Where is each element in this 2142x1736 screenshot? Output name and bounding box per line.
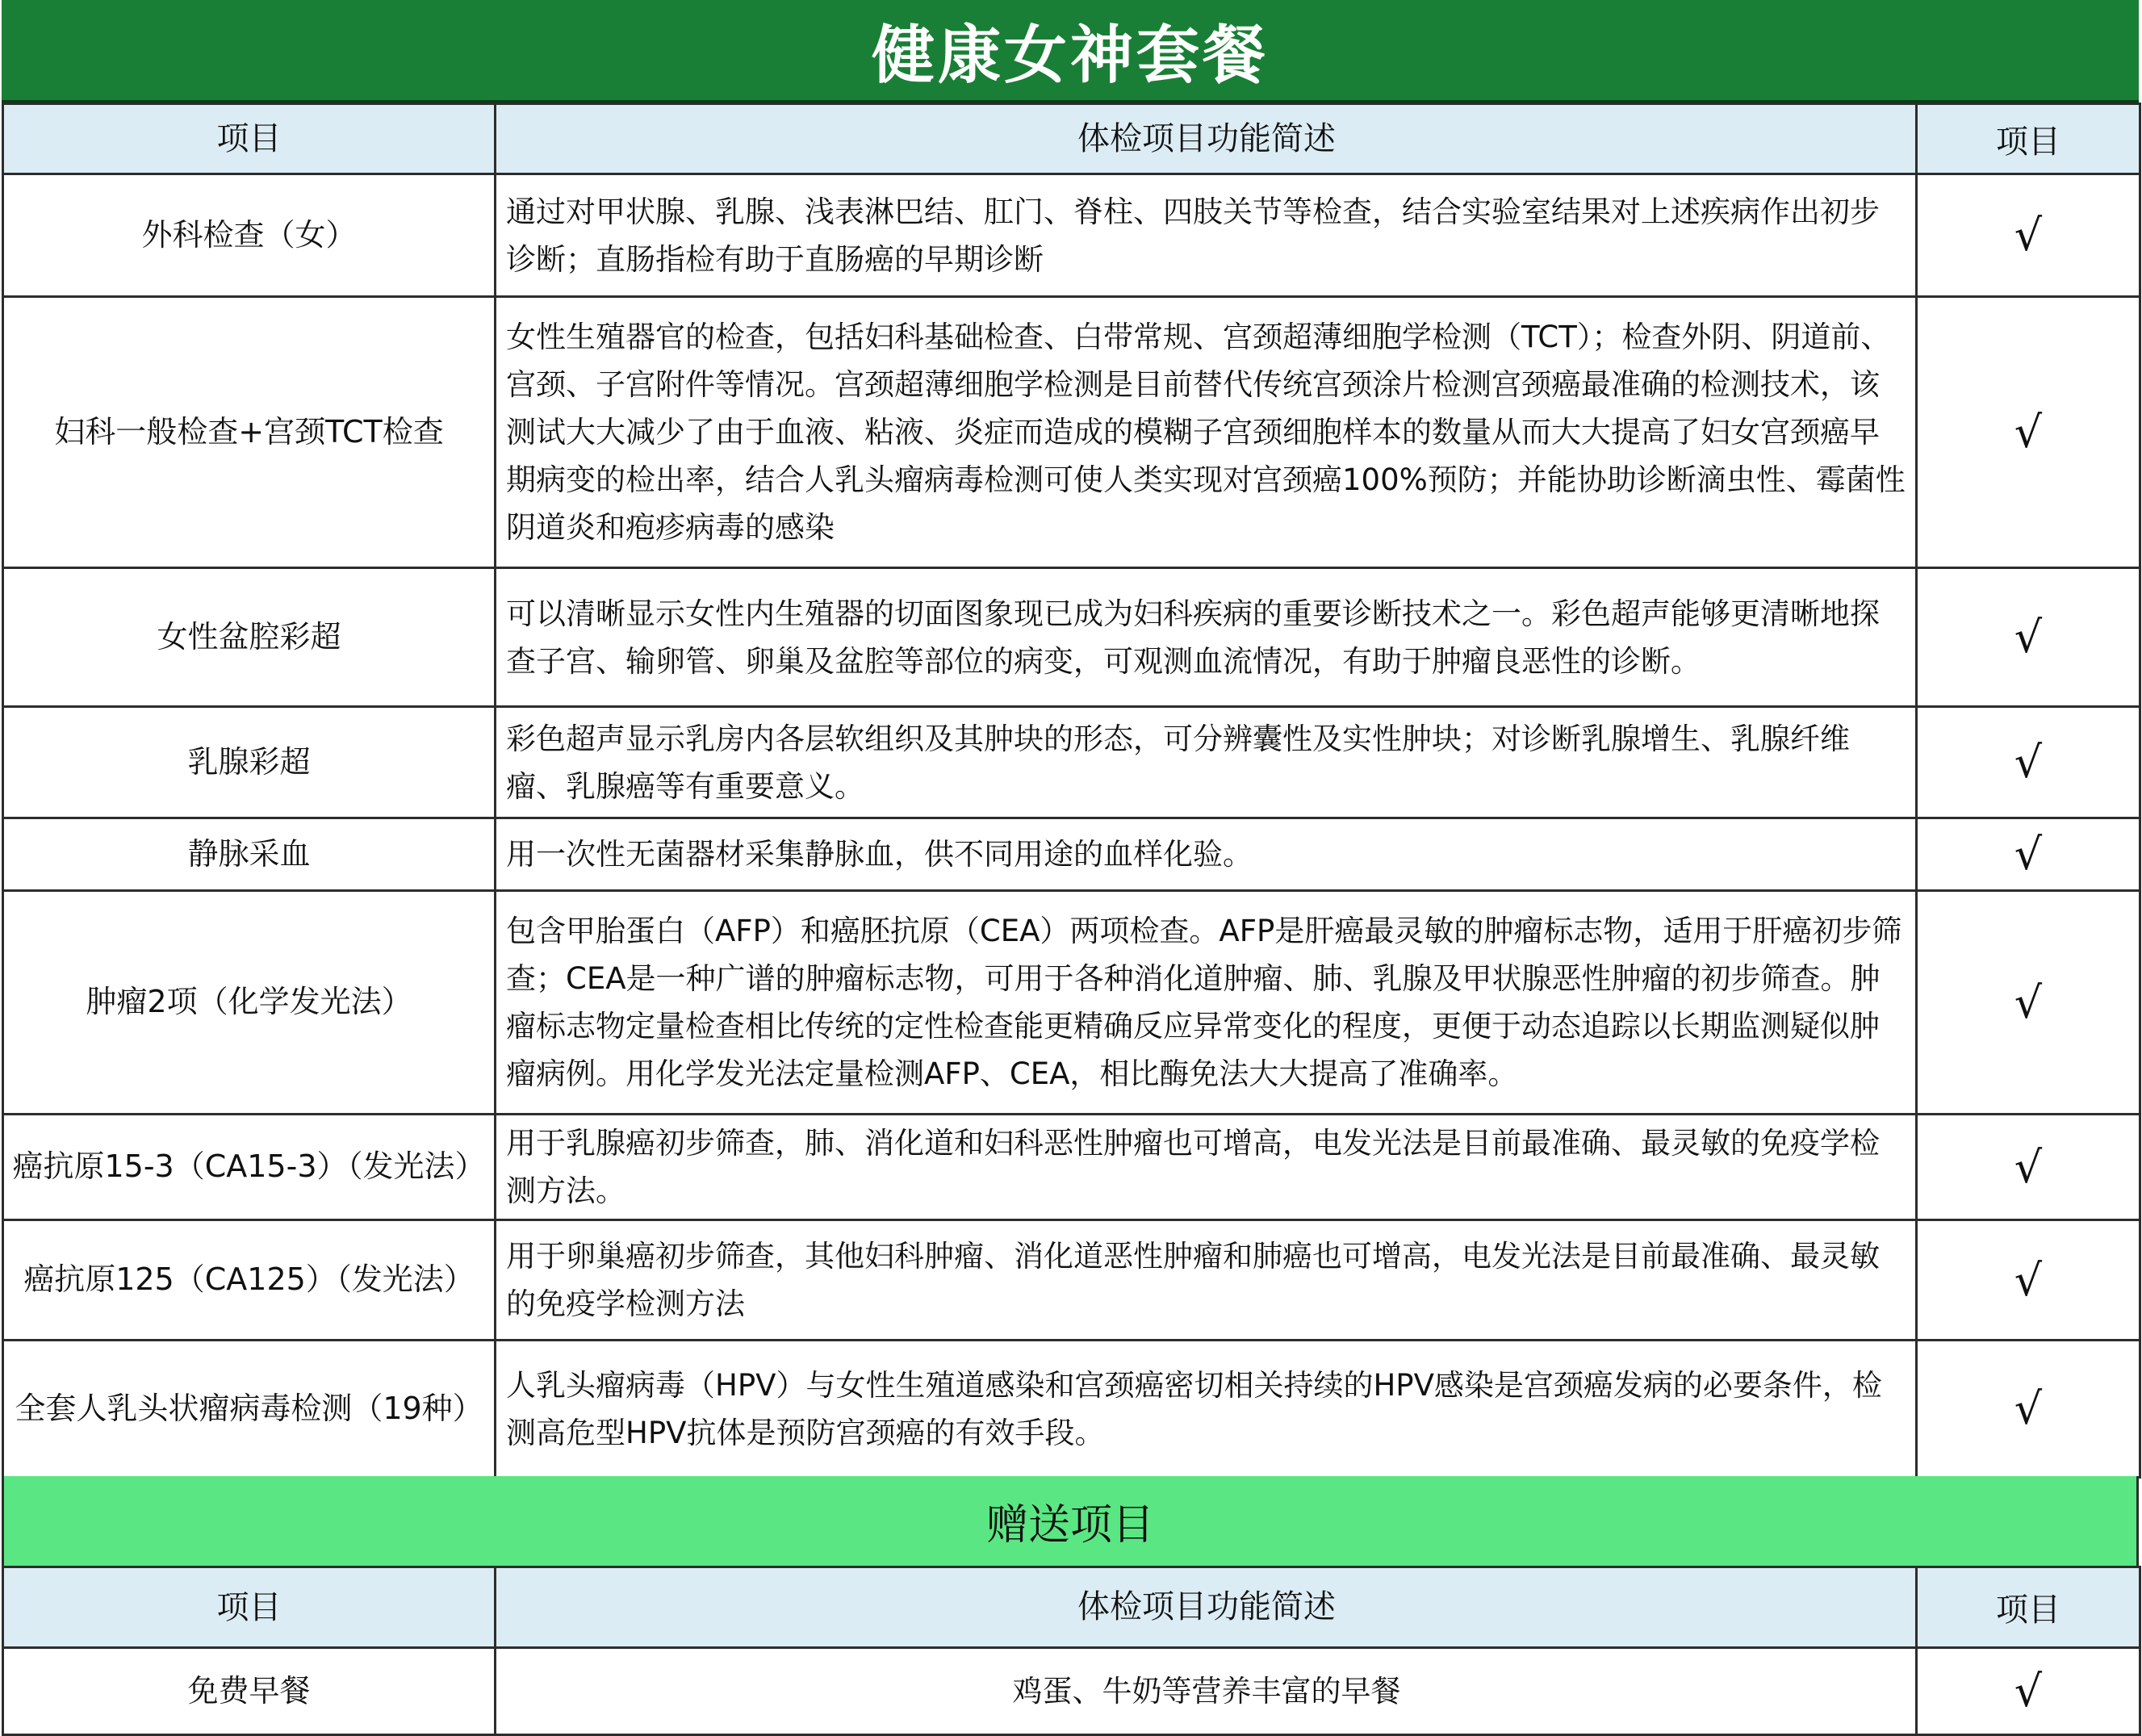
row-description: 用一次性无菌器材采集静脉血，供不同用途的血样化验。 xyxy=(496,818,1917,891)
gift-section-title: 赠送项目 xyxy=(2,1476,2139,1566)
row-name: 妇科一般检查+宫颈TCT检查 xyxy=(3,297,496,568)
main-table xyxy=(2,102,2141,1479)
gift-header-item: 项目 xyxy=(3,1567,496,1648)
gift-row xyxy=(3,1648,2140,1735)
table-header-row xyxy=(3,104,2140,174)
table-row xyxy=(3,818,2140,891)
row-description: 通过对甲状腺、乳腺、浅表淋巴结、肛门、脊柱、四肢关节等检查，结合实验室结果对上述疾病作出初步诊断；直肠指检有助于直肠癌的早期诊断 xyxy=(496,174,1917,297)
row-description: 包含甲胎蛋白（AFP）和癌胚抗原（CEA）两项检查。AFP是肝癌最灵敏的肿瘤标志物，适用于肝癌初步筛查；CEA是一种广谱的肿瘤标志物，可用于各种消化道肿瘤、肺、乳腺及甲状腺恶性肿瘤的初步筛查。肿瘤标志物定量检查相比传统的定性检查能更精确反应异常变化的程度，更便于动态追踪以长期监测疑似肿瘤病例。用化学发光法定量检测AFP、CEA，相比酶免法大大提高了准确率。 xyxy=(496,891,1917,1115)
table-row xyxy=(3,891,2140,1115)
gift-row-description: 鸡蛋、牛奶等营养丰富的早餐 xyxy=(496,1648,1917,1735)
table-row xyxy=(3,707,2140,818)
check-mark-icon: √ xyxy=(1917,568,2140,707)
row-name: 女性盆腔彩超 xyxy=(3,568,496,707)
gift-header-row xyxy=(3,1567,2140,1648)
check-mark-icon: √ xyxy=(1917,1648,2140,1735)
check-mark-icon: √ xyxy=(1917,707,2140,818)
table-row xyxy=(3,1341,2140,1478)
gift-header-item-check: 项目 xyxy=(1917,1567,2140,1648)
row-name: 肿瘤2项（化学发光法） xyxy=(3,891,496,1115)
row-description: 用于卵巢癌初步筛查，其他妇科肿瘤、消化道恶性肿瘤和肺癌也可增高，电发光法是目前最准确、最灵敏的免疫学检测方法 xyxy=(496,1220,1917,1341)
table-row xyxy=(3,568,2140,707)
header-item-check: 项目 xyxy=(1917,104,2140,174)
check-mark-icon: √ xyxy=(1917,1341,2140,1478)
row-name: 乳腺彩超 xyxy=(3,707,496,818)
row-description: 彩色超声显示乳房内各层软组织及其肿块的形态，可分辨囊性及实性肿块；对诊断乳腺增生、乳腺纤维瘤、乳腺癌等有重要意义。 xyxy=(496,707,1917,818)
row-name: 全套人乳头状瘤病毒检测（19种） xyxy=(3,1341,496,1478)
row-name: 癌抗原15-3（CA15-3）（发光法） xyxy=(3,1115,496,1220)
table-row xyxy=(3,297,2140,568)
page-title: 健康女神套餐 xyxy=(2,0,2139,102)
check-mark-icon: √ xyxy=(1917,1220,2140,1341)
check-mark-icon: √ xyxy=(1917,818,2140,891)
row-description: 人乳头瘤病毒（HPV）与女性生殖道感染和宫颈癌密切相关持续的HPV感染是宫颈癌发病的必要条件，检测高危型HPV抗体是预防宫颈癌的有效手段。 xyxy=(496,1341,1917,1478)
gift-header-description: 体检项目功能简述 xyxy=(496,1567,1917,1648)
row-description: 可以清晰显示女性内生殖器的切面图象现已成为妇科疾病的重要诊断技术之一。彩色超声能够更清晰地探查子宫、输卵管、卵巢及盆腔等部位的病变，可观测血流情况，有助于肿瘤良恶性的诊断。 xyxy=(496,568,1917,707)
row-description: 女性生殖器官的检查，包括妇科基础检查、白带常规、宫颈超薄细胞学检测（TCT）；检查外阴、阴道前、宫颈、子宫附件等情况。宫颈超薄细胞学检测是目前替代传统宫颈涂片检测宫颈癌最准确的检测技术，该测试大大减少了由于血液、粘液、炎症而造成的模糊子宫颈细胞样本的数量从而大大提高了妇女宫颈癌早期病变的检出率，结合人乳头瘤病毒检测可使人类实现对宫颈癌100%预防；并能协助诊断滴虫性、霉菌性阴道炎和疱疹病毒的感染 xyxy=(496,297,1917,568)
row-name: 静脉采血 xyxy=(3,818,496,891)
table-row xyxy=(3,1115,2140,1220)
check-mark-icon: √ xyxy=(1917,1115,2140,1220)
table-row xyxy=(3,1220,2140,1341)
header-description: 体检项目功能简述 xyxy=(496,104,1917,174)
check-mark-icon: √ xyxy=(1917,297,2140,568)
row-name: 癌抗原125（CA125）（发光法） xyxy=(3,1220,496,1341)
table-row xyxy=(3,174,2140,297)
gift-row-name: 免费早餐 xyxy=(3,1648,496,1735)
header-item: 项目 xyxy=(3,104,496,174)
gift-table xyxy=(2,1566,2141,1736)
check-mark-icon: √ xyxy=(1917,174,2140,297)
row-description: 用于乳腺癌初步筛查，肺、消化道和妇科恶性肿瘤也可增高，电发光法是目前最准确、最灵敏的免疫学检测方法。 xyxy=(496,1115,1917,1220)
check-mark-icon: √ xyxy=(1917,891,2140,1115)
row-name: 外科检查（女） xyxy=(3,174,496,297)
